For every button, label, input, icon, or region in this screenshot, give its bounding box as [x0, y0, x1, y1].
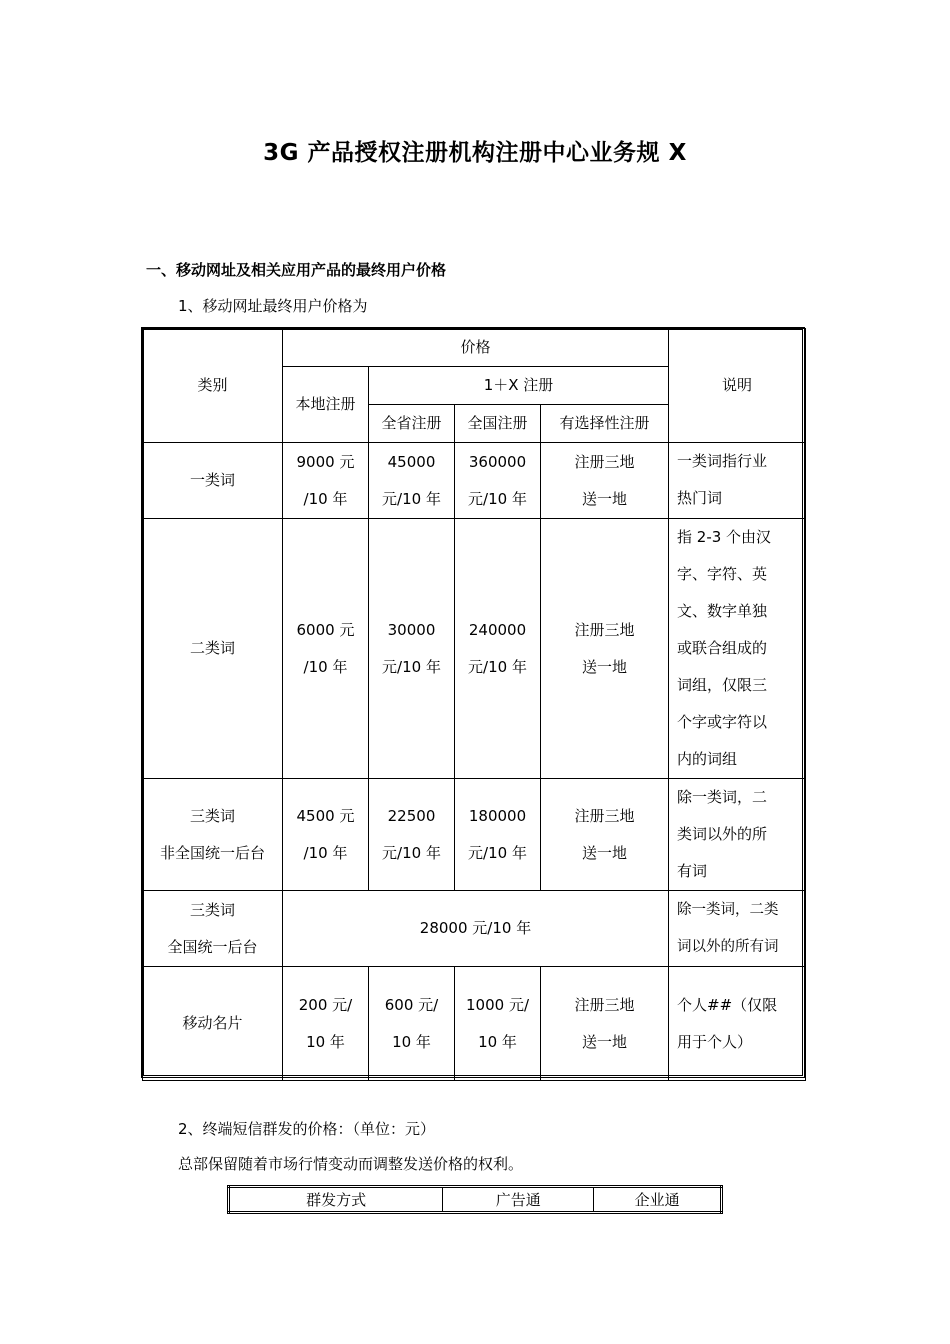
- cell-province: 600 元/ 10 年: [369, 967, 455, 1081]
- cell-selective: 注册三地 送一地: [541, 443, 669, 519]
- cell-remark: 除一类词，二 类词以外的所 有词: [669, 779, 806, 891]
- pricing-adjustment-note: 总部保留随着市场行情变动而调整发送价格的权利。: [178, 1155, 524, 1173]
- header-remark: 说明: [669, 329, 806, 443]
- header-national: 全国注册: [455, 405, 541, 443]
- cell-national: 360000 元/10 年: [455, 443, 541, 519]
- cell-province: 30000 元/10 年: [369, 519, 455, 779]
- table-row: [143, 779, 806, 891]
- price-table: [142, 328, 806, 1081]
- cell-local: 4500 元 /10 年: [283, 779, 369, 891]
- table-row: [143, 443, 806, 519]
- table-row: [143, 891, 806, 967]
- sms-header-ad: 广告通: [443, 1187, 594, 1213]
- section-heading-pricing: 一、移动网址及相关应用产品的最终用户价格: [146, 261, 447, 279]
- sms-header-method: 群发方式: [229, 1187, 443, 1213]
- cell-category: 二类词: [143, 519, 283, 779]
- cell-category: 三类词 全国统一后台: [143, 891, 283, 967]
- cell-local: 200 元/ 10 年: [283, 967, 369, 1081]
- cell-merged-price: 28000 元/10 年: [283, 891, 669, 967]
- document-title: 3G 产品授权注册机构注册中心业务规 X: [263, 140, 687, 166]
- cell-category: 一类词: [143, 443, 283, 519]
- cell-remark: 除一类词，二类 词以外的所有词: [669, 891, 806, 967]
- header-local: 本地注册: [283, 367, 369, 443]
- header-selective: 有选择性注册: [541, 405, 669, 443]
- cell-remark: 一类词指行业 热门词: [669, 443, 806, 519]
- header-price: 价格: [283, 329, 669, 367]
- sms-header-enterprise: 企业通: [594, 1187, 722, 1213]
- subsection-heading-url-price: 1、移动网址最终用户价格为: [178, 297, 368, 315]
- header-category: 类别: [143, 329, 283, 443]
- cell-local: 9000 元 /10 年: [283, 443, 369, 519]
- cell-national: 240000 元/10 年: [455, 519, 541, 779]
- cell-selective: 注册三地 送一地: [541, 967, 669, 1081]
- table-row: [143, 519, 806, 779]
- cell-national: 1000 元/ 10 年: [455, 967, 541, 1081]
- header-province: 全省注册: [369, 405, 455, 443]
- table-row: [143, 967, 806, 1081]
- section-heading-sms: 2、终端短信群发的价格：（单位：元）: [178, 1120, 436, 1138]
- cell-category: 移动名片: [143, 967, 283, 1081]
- cell-selective: 注册三地 送一地: [541, 519, 669, 779]
- cell-category: 三类词 非全国统一后台: [143, 779, 283, 891]
- cell-province: 22500 元/10 年: [369, 779, 455, 891]
- cell-national: 180000 元/10 年: [455, 779, 541, 891]
- cell-remark: 指 2-3 个由汉 字、字符、英 文、数字单独 或联合组成的 词组，仅限三 个字或字符以 内的词组: [669, 519, 806, 779]
- sms-price-table: [227, 1185, 723, 1214]
- header-one-plus-x: 1＋X 注册: [369, 367, 669, 405]
- cell-local: 6000 元 /10 年: [283, 519, 369, 779]
- cell-remark: 个人##（仅限 用于个人）: [669, 967, 806, 1081]
- cell-province: 45000 元/10 年: [369, 443, 455, 519]
- cell-selective: 注册三地 送一地: [541, 779, 669, 891]
